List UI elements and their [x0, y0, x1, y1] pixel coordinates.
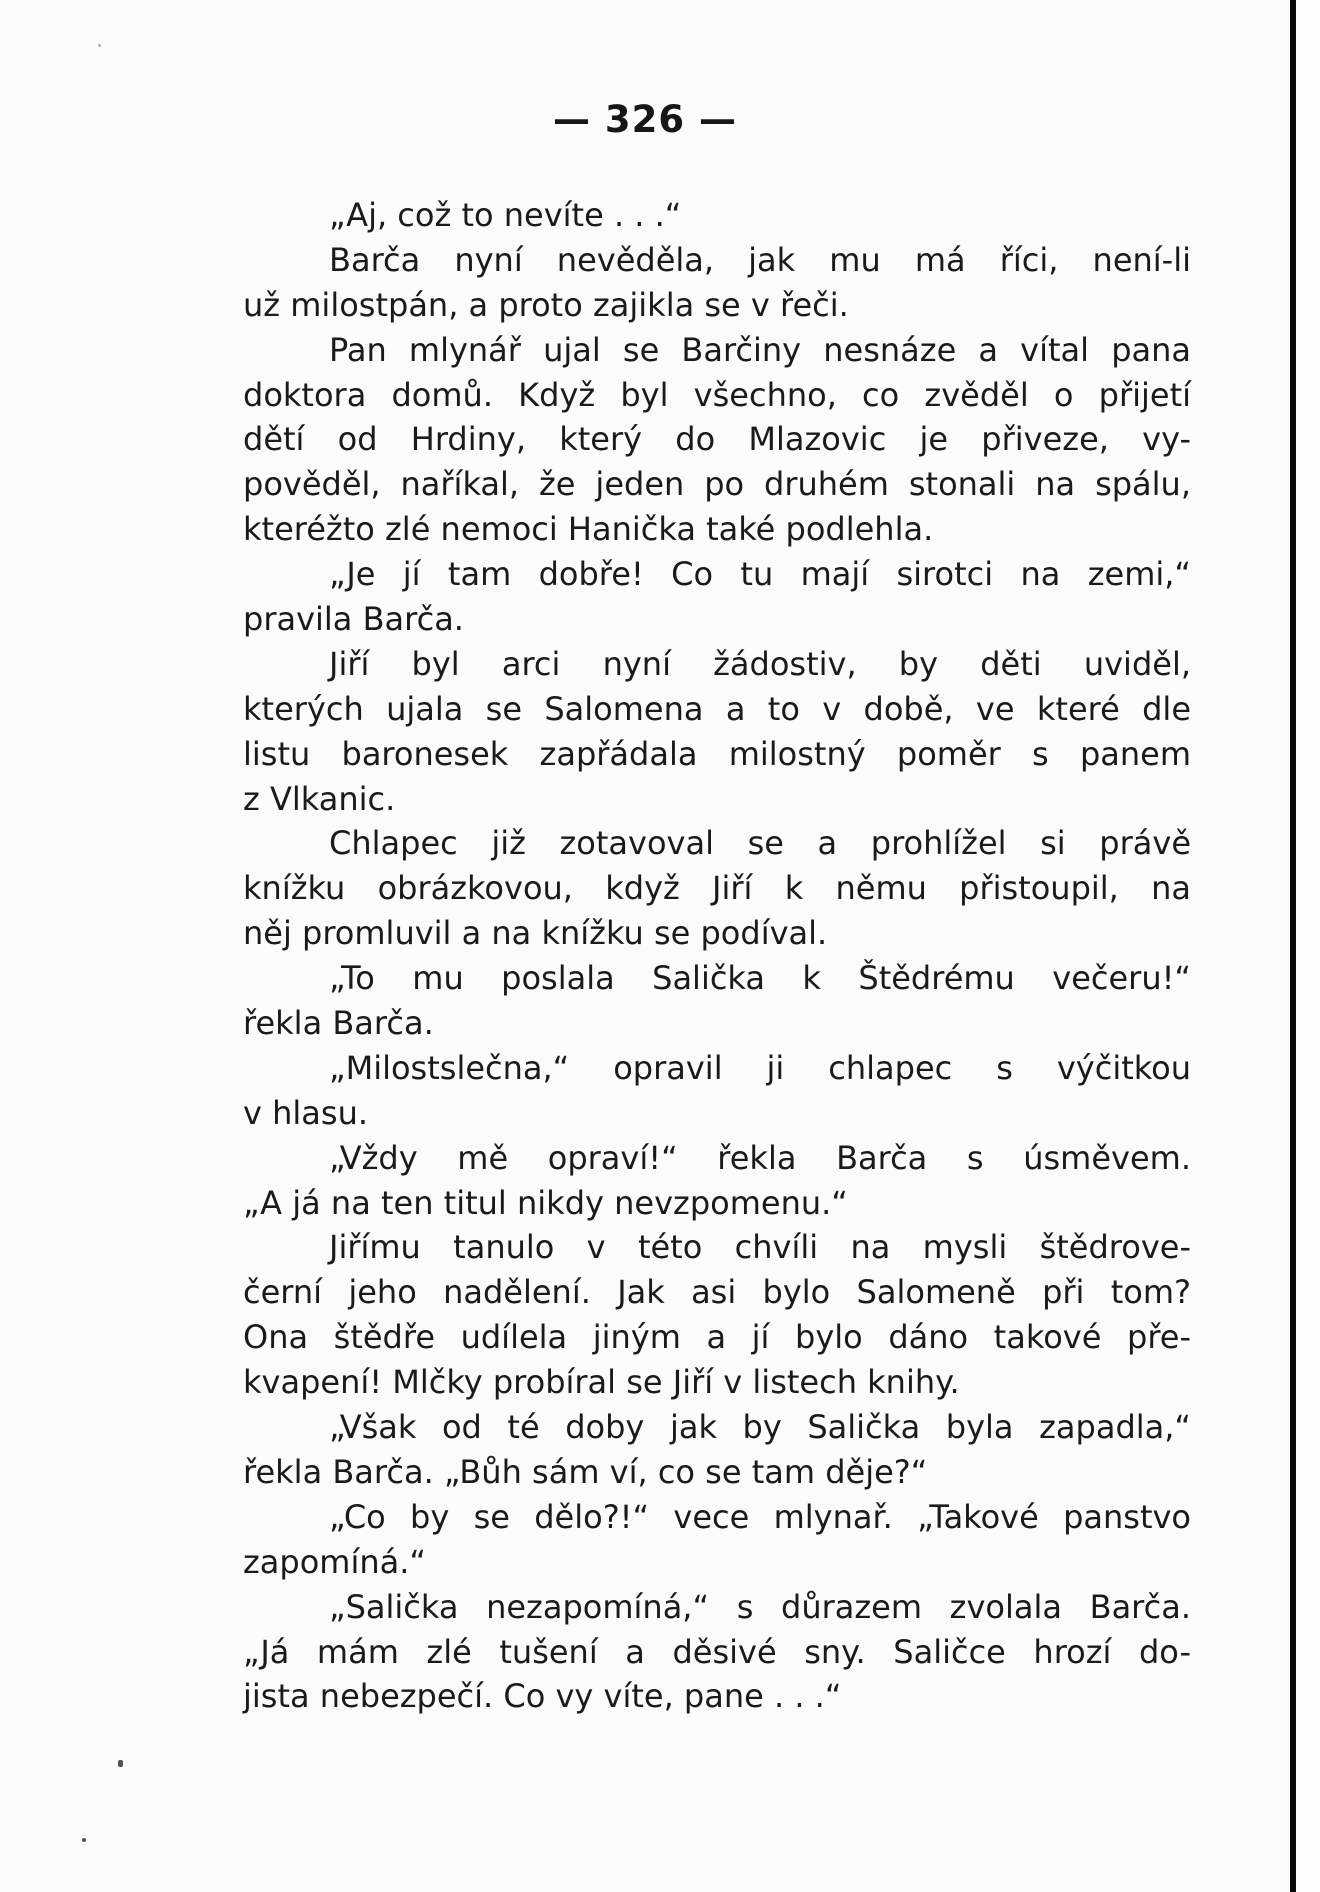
page-number: — 326 —: [553, 98, 737, 141]
text-line: Jiří byl arci nyní žádostiv, by děti uviděl,: [329, 644, 1191, 683]
text-line: „Aj, což to nevíte . . .“: [329, 196, 682, 234]
text-line: „To mu poslala Salička k Štědrému večeru!“: [329, 959, 1191, 998]
text-line: už milostpán, a proto zajikla se v řeči.: [243, 285, 849, 324]
text-line: Ona štědře udílela jiným a jí bylo dáno takové pře-: [243, 1318, 1191, 1357]
text-line: jista nebezpečí. Co vy víte, pane . . .“: [243, 1677, 842, 1716]
text-line: listu baronesek zapřádala milostný poměr s panem: [243, 734, 1191, 773]
text-line: „A já na ten titul nikdy nevzpomenu.“: [243, 1183, 848, 1222]
text-line: Chlapec již zotavoval se a prohlížel si právě: [329, 824, 1191, 863]
text-line: Pan mlynář ujal se Barčiny nesnáze a vítal pana: [329, 330, 1191, 369]
text-line: pověděl, naříkal, že jeden po druhém stonali na spálu,: [243, 465, 1191, 504]
text-line: v hlasu.: [243, 1093, 369, 1132]
scan-edge: [1290, 0, 1320, 1892]
text-line: „Co by se dělo?!“ vece mlynař. „Takové panstvo: [329, 1497, 1191, 1536]
text-line: černí jeho nadělení. Jak asi bylo Salomeně při tom?: [243, 1273, 1191, 1312]
text-line: řekla Barča. „Bůh sám ví, co se tam děje?“: [243, 1452, 928, 1491]
body-text: [243, 193, 1191, 1719]
text-line: „Já mám zlé tušení a děsivé sny. Saličce hrozí do-: [243, 1632, 1191, 1671]
print-speck: [98, 44, 101, 47]
text-line: „Však od té doby jak by Salička byla zapadla,“: [329, 1408, 1191, 1447]
text-line: něj promluvil a na knížku se podíval.: [243, 914, 828, 953]
text-line: kterých ujala se Salomena a to v době, ve které dle: [243, 689, 1191, 728]
text-line: „Milostslečna,“ opravil ji chlapec s výčitkou: [329, 1048, 1191, 1087]
text-line: Barča nyní nevěděla, jak mu má říci, není-li: [329, 240, 1191, 279]
text-line: zapomíná.“: [243, 1542, 426, 1581]
text-line: kvapení! Mlčky probíral se Jiří v listech knihy.: [243, 1363, 960, 1402]
text-line: z Vlkanic.: [243, 779, 396, 818]
text-line: doktora domů. Když byl všechno, co zvěděl o přijetí: [243, 375, 1191, 414]
print-speck: [118, 1760, 123, 1767]
text-line: dětí od Hrdiny, který do Mlazovic je přiveze, vy-: [243, 420, 1191, 459]
text-line: kteréžto zlé nemoci Hanička také podlehla.: [243, 510, 934, 549]
text-line: „Salička nezapomíná,“ s důrazem zvolala Barča.: [329, 1587, 1191, 1626]
text-line: řekla Barča.: [243, 1004, 434, 1043]
text-line: pravila Barča.: [243, 600, 464, 639]
print-speck: [82, 1838, 86, 1842]
text-line: knížku obrázkovou, když Jiří k němu přistoupil, na: [243, 869, 1191, 908]
text-line: „Je jí tam dobře! Co tu mají sirotci na zemi,“: [329, 555, 1191, 594]
text-line: „Vždy mě opraví!“ řekla Barča s úsměvem.: [329, 1138, 1191, 1177]
text-line: Jiřímu tanulo v této chvíli na mysli štědrove-: [329, 1228, 1191, 1267]
